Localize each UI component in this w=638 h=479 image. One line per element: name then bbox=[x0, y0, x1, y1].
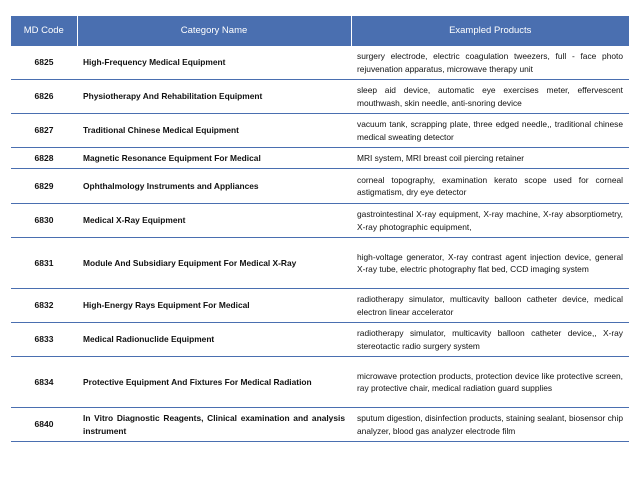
category-cell: Physiotherapy And Rehabilitation Equipment bbox=[77, 80, 351, 114]
table-row bbox=[11, 408, 629, 442]
table-body bbox=[11, 46, 629, 442]
md-code-table-container bbox=[11, 16, 629, 442]
products-cell: microwave protection products, protection device like protective screen, ray protective chair, medical radiation guard supplies bbox=[351, 357, 629, 408]
products-cell: radiotherapy simulator, multicavity balloon catheter device, medical electron linear accelerator bbox=[351, 289, 629, 323]
md-code-cell: 6831 bbox=[11, 238, 77, 289]
header-category-name: Category Name bbox=[77, 16, 351, 46]
md-code-cell: 6828 bbox=[11, 148, 77, 169]
md-code-cell: 6829 bbox=[11, 169, 77, 204]
products-cell: radiotherapy simulator, multicavity balloon catheter device,, X-ray stereotactic radio surgery system bbox=[351, 323, 629, 357]
header-row bbox=[11, 16, 629, 46]
category-cell: High-Frequency Medical Equipment bbox=[77, 46, 351, 80]
header-exampled-products: Exampled Products bbox=[351, 16, 629, 46]
products-cell: sleep aid device, automatic eye exercises meter, effervescent mouthwash, skin needle, anti-snoring device bbox=[351, 80, 629, 114]
table-row bbox=[11, 289, 629, 323]
table-row bbox=[11, 46, 629, 80]
md-code-cell: 6827 bbox=[11, 114, 77, 148]
table-row bbox=[11, 148, 629, 169]
products-cell: surgery electrode, electric coagulation tweezers, full - face photo rejuvenation apparatus, microwave therapy unit bbox=[351, 46, 629, 80]
category-cell: In Vitro Diagnostic Reagents, Clinical examination and analysis instrument bbox=[77, 408, 351, 442]
table-row bbox=[11, 80, 629, 114]
table-row bbox=[11, 169, 629, 204]
products-cell: sputum digestion, disinfection products, staining sealant, biosensor chip analyzer, blood gas analyzer electrode film bbox=[351, 408, 629, 442]
category-cell: High-Energy Rays Equipment For Medical bbox=[77, 289, 351, 323]
table-row bbox=[11, 238, 629, 289]
md-code-cell: 6830 bbox=[11, 204, 77, 238]
products-cell: gastrointestinal X-ray equipment, X-ray machine, X-ray absorptiometry, X-ray photographic equipment, bbox=[351, 204, 629, 238]
md-code-cell: 6825 bbox=[11, 46, 77, 80]
category-cell: Module And Subsidiary Equipment For Medical X-Ray bbox=[77, 238, 351, 289]
md-code-cell: 6834 bbox=[11, 357, 77, 408]
md-code-cell: 6840 bbox=[11, 408, 77, 442]
table-row bbox=[11, 114, 629, 148]
table-row bbox=[11, 204, 629, 238]
md-code-cell: 6832 bbox=[11, 289, 77, 323]
table-header bbox=[11, 16, 629, 46]
category-cell: Medical X-Ray Equipment bbox=[77, 204, 351, 238]
header-md-code: MD Code bbox=[11, 16, 77, 46]
category-cell: Protective Equipment And Fixtures For Medical Radiation bbox=[77, 357, 351, 408]
category-cell: Ophthalmology Instruments and Appliances bbox=[77, 169, 351, 204]
category-cell: Medical Radionuclide Equipment bbox=[77, 323, 351, 357]
table-row bbox=[11, 357, 629, 408]
products-cell: vacuum tank, scrapping plate, three edged needle,, traditional chinese medical sweating detector bbox=[351, 114, 629, 148]
md-code-cell: 6826 bbox=[11, 80, 77, 114]
md-code-cell: 6833 bbox=[11, 323, 77, 357]
products-cell: MRI system, MRI breast coil piercing retainer bbox=[351, 148, 629, 169]
table-row bbox=[11, 323, 629, 357]
category-cell: Magnetic Resonance Equipment For Medical bbox=[77, 148, 351, 169]
products-cell: corneal topography, examination kerato scope used for corneal astigmatism, dry eye detector bbox=[351, 169, 629, 204]
md-code-table bbox=[11, 16, 629, 442]
products-cell: high-voltage generator, X-ray contrast agent injection device, general X-ray tube, electric photography flat bed, CCD imaging system bbox=[351, 238, 629, 289]
category-cell: Traditional Chinese Medical Equipment bbox=[77, 114, 351, 148]
